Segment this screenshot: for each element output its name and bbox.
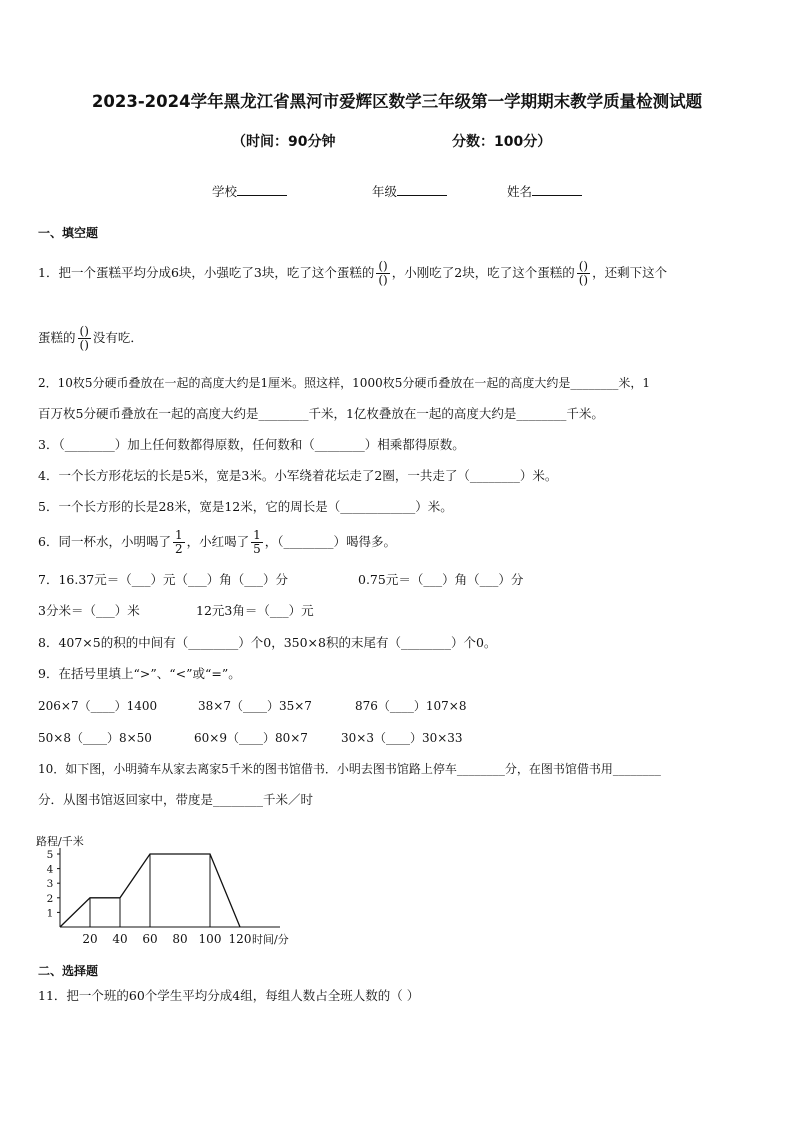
question-7-b: 0.75元＝（___）角（___）分 [358, 572, 524, 587]
q6-text-c: ，（________）喝得多。 [264, 534, 397, 549]
x-tick-label: 20 [82, 932, 98, 946]
frac-numerator: () [578, 259, 589, 273]
frac-numerator: () [378, 259, 388, 273]
school-blank[interactable] [237, 183, 287, 196]
q9-item: 60×9（____）80×7 [194, 731, 308, 745]
q1-text-b: ，小刚吃了2块，吃了这个蛋糕的 [391, 265, 575, 280]
question-8: 8．407×5的积的中间有（________）个0，350×8积的末尾有（________）个0。 [38, 635, 497, 650]
section-choice-title: 二、选择题 [38, 964, 99, 978]
question-2-line2: 百万枚5分硬币叠放在一起的高度大约是________千米，1亿枚叠放在一起的高度大约是________千米。 [38, 406, 604, 421]
q9-item: 38×7（____）35×7 [198, 699, 312, 713]
x-axis-label: 时间/分 [252, 933, 289, 946]
frac-denominator: () [378, 273, 388, 287]
frac-denominator: () [79, 338, 89, 352]
q6-text-a: 6．同一杯水，小明喝了 [38, 534, 171, 549]
y-tick-label: 3 [46, 878, 54, 891]
question-7-c: 3分米＝（___）米 [38, 603, 140, 618]
name-label: 姓名 [507, 184, 533, 199]
question-7-d: 12元3角＝（___）元 [196, 603, 314, 618]
question-11: 11．把一个班的60个学生平均分成4组，每组人数占全班人数的（ ） [38, 988, 420, 1003]
q1-fraction-3[interactable] [78, 325, 91, 352]
q1-text-e: 没有吃． [92, 330, 143, 345]
grade-blank[interactable] [397, 183, 447, 196]
q1-text-d: 蛋糕的 [38, 330, 76, 345]
q1-text-a: 1．把一个蛋糕平均分成6块，小强吃了3块，吃了这个蛋糕的 [38, 265, 375, 280]
y-tick-label: 4 [46, 863, 54, 876]
x-tick-label: 60 [142, 932, 158, 946]
school-field [212, 182, 287, 200]
grade-label: 年级 [372, 184, 398, 199]
frac-numerator: 1 [174, 528, 183, 542]
frac-numerator: () [79, 324, 89, 338]
q1-fraction-1[interactable] [376, 260, 389, 287]
question-1-line1 [38, 260, 667, 287]
x-tick-label: 100 [198, 932, 222, 946]
q9-item: 206×7（____）1400 [38, 699, 158, 713]
y-tick-label: 5 [46, 849, 54, 861]
y-tick-label: 2 [46, 892, 54, 905]
question-2-line1: 2．10枚5分硬币叠放在一起的高度大约是1厘米。照这样，1000枚5分硬币叠放在一起的高度大约是________米，1 [38, 376, 650, 390]
q6-fraction-half [173, 529, 185, 556]
question-5: 5．一个长方形的长是28米，宽是12米，它的周长是（____________）米。 [38, 499, 453, 514]
q9-item: 30×3（____）30×33 [341, 731, 463, 745]
q6-fraction-fifth [251, 529, 263, 556]
q1-fraction-2[interactable] [577, 260, 590, 287]
question-4: 4．一个长方形花坛的长是5米，宽是3米。小军绕着花坛走了2圈，一共走了（________）米。 [38, 468, 558, 483]
q9-item: 876（____）107×8 [355, 699, 467, 713]
name-field [507, 182, 582, 200]
name-blank[interactable] [532, 183, 582, 196]
grade-field [372, 182, 447, 200]
question-10-line1: 10．如下图，小明骑车从家去离家5千米的图书馆借书．小明去图书馆路上停车________分，在图书馆借书用________ [38, 762, 661, 776]
exam-score: 分数：100分） [452, 134, 552, 150]
x-tick-label: 80 [172, 932, 188, 946]
question-9-intro: 9．在括号里填上“>”、“<”或“=”。 [38, 666, 241, 681]
q9-item: 50×8（____）8×50 [38, 731, 152, 745]
y-axis-label: 路程/千米 [36, 835, 84, 848]
school-label: 学校 [212, 184, 238, 199]
x-tick-label: 40 [112, 932, 128, 946]
section-fill-blank-title: 一、填空题 [38, 226, 99, 240]
frac-numerator: 1 [253, 528, 261, 542]
frac-denominator: () [578, 273, 589, 287]
page-title: 2023-2024学年黑龙江省黑河市爱辉区数学三年级第一学期期末教学质量检测试题 [91, 92, 703, 111]
x-tick-label: 120 [228, 932, 252, 946]
frac-denominator: 5 [253, 542, 261, 556]
exam-time: （时间：90分钟 [232, 134, 336, 150]
question-3: 3．（________）加上任何数都得原数，任何数和（________）相乘都得原数。 [38, 437, 465, 452]
question-7-a: 7．16.37元＝（___）元（___）角（___）分 [38, 572, 288, 587]
frac-denominator: 2 [174, 542, 183, 556]
question-10-line2: 分．从图书馆返回家中，带度是________千米／时 [38, 792, 314, 807]
q6-text-b: ，小红喝了 [186, 534, 250, 549]
question-6 [38, 529, 396, 556]
q1-text-c: ，还剩下这个 [592, 265, 668, 280]
distance-time-chart [34, 830, 334, 954]
question-1-line2 [38, 325, 143, 352]
y-tick-label: 1 [46, 907, 54, 920]
